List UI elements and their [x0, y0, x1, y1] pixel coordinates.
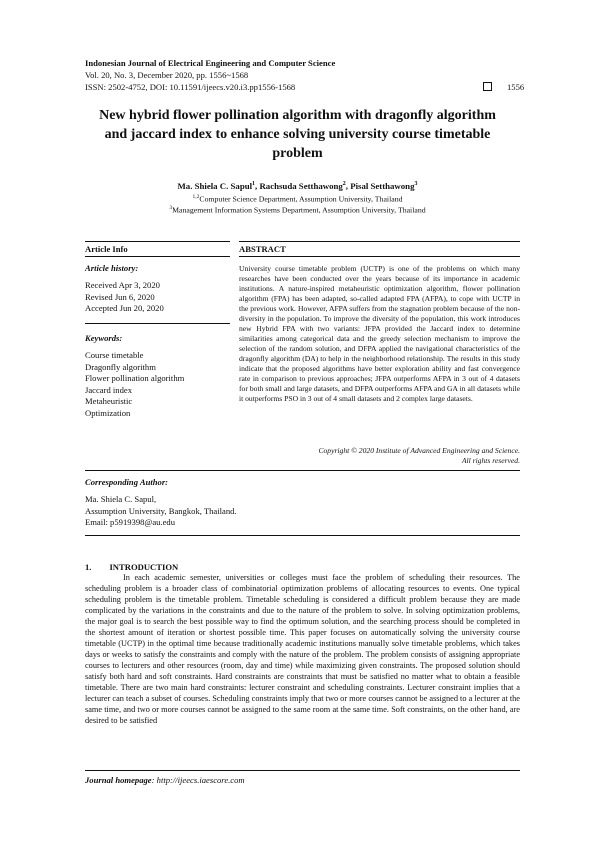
accepted-date: Accepted Jun 20, 2020: [85, 303, 164, 313]
homepage-link[interactable]: http://ijeecs.iaescore.com: [156, 775, 245, 785]
divider: [85, 535, 520, 536]
affiliation: $^3$Management Information Systems Department, Assumption University, Thailand: [169, 205, 426, 215]
divider: [85, 241, 230, 242]
corresponding-heading: Corresponding Author:: [85, 477, 169, 487]
issn-doi: ISSN: 2502-4752, DOI: 10.11591/ijeecs.v20.i3.pp1556-1568: [85, 82, 296, 92]
paragraph: In each academic semester, universities or colleges must face the problem of scheduling their resources. The scheduling problem is a broader class of combinatorial optimization problems of allocating resources to events. One typical scheduling problem is the timetable problem. Timetable scheduling is considered a difficult problem because they are made complicated by the variations in the constraints and due to the nature of the problem to solve. In solving optimization problems, the major goal is to search the best possible way to find the optimum solution, and the searching process should be completed in the shortest amount of iteration or shortest possible time. This paper focuses on automatically solving the university course timetable (UCTP) in the optimal time because traditionally academic institutions manually solve timetable problems, which takes days or weeks to satisfy the constraints and comply with the nature of the problem. The problem consists of assigning appropriate courses to lecturers and other resources (room, day and time) while maximizing given constraints. The proposed solution should satisfy both hard and soft constraints. Hard constraints are constraints that must be satisfied no matter what to obtain a feasible timetable. There are two main hard constraints: lecturer constraint and scheduling constraints. Lecturer constraint implies that a lecturer can teach a subset of courses. Scheduling constraints imply that two or more courses cannot be assigned to a lecturer at the same time, and two or more courses cannot be assigned to the same room at the same time. Soft constraints, on the other hand, are desired to be satisfied: [85, 573, 520, 725]
keyword: Course timetable: [85, 350, 144, 360]
footer-divider: [85, 770, 520, 771]
author-list: Ma. Shiela C. Sapul$^1$, Rachsuda Setthawong$^2$, Pisal Setthawong$^3$: [177, 181, 418, 191]
volume-info: Vol. 20, No. 3, December 2020, pp. 1556~1568: [85, 70, 249, 80]
keyword: Flower pollination algorithm: [85, 373, 185, 383]
author-name: Ma. Shiela C. Sapul: [177, 181, 253, 191]
corresponding-details: [85, 494, 237, 529]
square-icon: [483, 82, 492, 91]
introduction-body: [85, 572, 520, 726]
page-number: 1556: [507, 82, 525, 92]
journal-name: Indonesian Journal of Electrical Engineering and Computer Science: [85, 58, 336, 68]
corresponding-address: Assumption University, Bangkok, Thailand.: [85, 505, 237, 516]
affiliation: $^{1,2}$Computer Science Department, Assumption University, Thailand: [192, 194, 403, 204]
divider: [85, 323, 230, 324]
divider: [85, 470, 520, 471]
section-heading: 1. INTRODUCTION: [85, 562, 179, 572]
paper-title: New hybrid flower pollination algorithm with dragonfly algorithm and jaccard index to enhance solving university course timetable problem: [99, 108, 496, 161]
keywords-heading: Keywords:: [85, 333, 123, 343]
keyword: Metaheuristic: [85, 396, 133, 406]
abstract-heading: ABSTRACT: [239, 244, 286, 254]
divider: [239, 241, 520, 242]
divider: [239, 256, 520, 257]
copyright-notice: Copyright © 2020 Institute of Advanced Engineering and Science. All rights reserved.: [318, 446, 520, 465]
keyword: Jaccard index: [85, 384, 133, 395]
keywords-list: [85, 350, 184, 419]
author-name: Rachsuda Setthawong: [259, 181, 343, 191]
history-dates: [85, 280, 164, 315]
divider: [85, 256, 230, 257]
article-info-heading: Article Info: [85, 244, 128, 254]
abstract-text: University course timetable problem (UCTP) is one of the problems on which many researches have been conducted over the years because of its importance in academic institutions. A nature-inspired metaheuristic optimization algorithm, flower pollination algorithm (FPA) has been adapted, so-called adapted FPA (AFPA), to cope with UCTP in the previous work. However, AFPA suffers from the stagnation problem because of the non-diversity in the population. To improve the diversity of the population, this work introduces new Hybrid FPA with two variants: JFPA provided the Jaccard index to determine similarities among categorical data and the greedy selection mechanism to improve the selection of the random solution, and DFPA applied the navigational characteristics of the dragonfly algorithm (DA) to help in the neighborhood relationship. The results in this study indicate that the proposed algorithms have better exploration ability and fast convergence rate in comparison to previous approaches; JFPA outperforms AFPA in 3 out of 4 datasets for both small and large datasets, and DFPA outperforms AFPA and GA in all datasets while it outperforms PSO in 3 out of 4 small datasets and 2 complex large datasets.: [239, 264, 520, 403]
history-heading: Article history:: [85, 263, 139, 273]
keyword: Optimization: [85, 407, 131, 418]
revised-date: Revised Jun 6, 2020: [85, 291, 155, 302]
corresponding-name: Ma. Shiela C. Sapul,: [85, 494, 157, 504]
journal-homepage: Journal homepage: http://ijeecs.iaescore.com: [85, 775, 245, 785]
received-date: Received Apr 3, 2020: [85, 280, 160, 290]
keyword: Dragonfly algorithm: [85, 361, 156, 372]
author-name: Pisal Setthawong: [350, 181, 415, 191]
corresponding-email[interactable]: Email: p5919398@au.edu: [85, 517, 176, 527]
